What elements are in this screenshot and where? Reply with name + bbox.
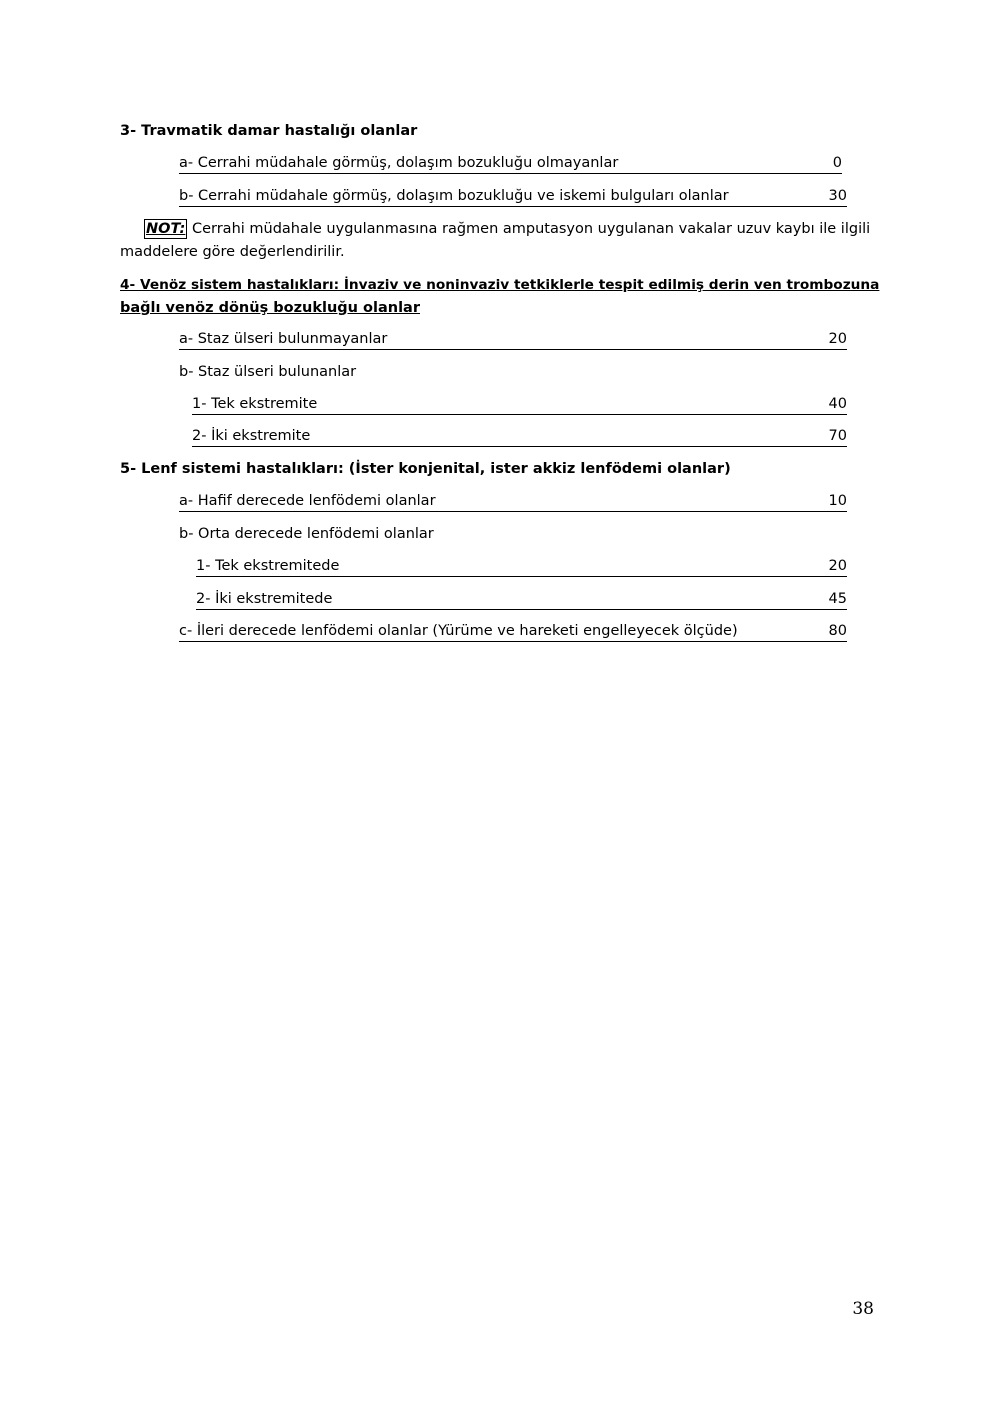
item-value: 20 <box>828 331 847 347</box>
section-4-heading-line2: bağlı venöz dönüş bozukluğu olanlar <box>120 300 420 316</box>
note-label: NOT: <box>146 221 186 237</box>
section-5-item-a <box>179 491 847 512</box>
item-label: 2- İki ekstremitede <box>196 591 333 607</box>
page-number: 38 <box>852 1299 874 1319</box>
section-4-item-a <box>179 329 847 350</box>
section-4-subitem-2 <box>192 426 847 447</box>
item-label: a- Cerrahi müdahale görmüş, dolaşım bozukluğu olmayanlar <box>179 155 619 171</box>
section-5-heading: 5- Lenf sistemi hastalıkları: (İster konjenital, ister akkiz lenfödemi olanlar) <box>120 461 731 477</box>
note-text-line1: Cerrahi müdahale uygulanmasına rağmen amputasyon uygulanan vakalar uzuv kaybı ile ilgili <box>187 221 871 237</box>
section-5-item-b: b- Orta derecede lenfödemi olanlar <box>179 526 434 542</box>
section-3-item-a <box>179 153 842 174</box>
item-label: 1- Tek ekstremite <box>192 396 318 412</box>
item-label: b- Cerrahi müdahale görmüş, dolaşım bozukluğu ve iskemi bulguları olanlar <box>179 188 729 204</box>
item-value: 80 <box>828 623 847 639</box>
section-5-item-c <box>179 621 847 642</box>
item-label: a- Staz ülseri bulunmayanlar <box>179 331 388 347</box>
note-text-line2: maddelere göre değerlendirilir. <box>120 244 345 260</box>
section-3-heading: 3- Travmatik damar hastalığı olanlar <box>120 123 418 139</box>
item-value: 0 <box>832 155 842 171</box>
item-label: c- İleri derecede lenfödemi olanlar (Yürüme ve hareketi engelleyecek ölçüde) <box>179 623 738 639</box>
item-value: 10 <box>828 493 847 509</box>
item-value: 40 <box>828 396 847 412</box>
section-5-subitem-2 <box>196 589 847 610</box>
item-value: 20 <box>828 558 847 574</box>
section-4-heading <box>120 274 880 320</box>
section-4-subitem-1 <box>192 394 847 415</box>
section-3-item-b <box>179 186 847 207</box>
item-label: 2- İki ekstremite <box>192 428 311 444</box>
section-5-subitem-1 <box>196 556 847 577</box>
item-value: 30 <box>828 188 847 204</box>
item-label: a- Hafif derecede lenfödemi olanlar <box>179 493 436 509</box>
section-4-item-b: b- Staz ülseri bulunanlar <box>179 364 357 380</box>
item-value: 45 <box>828 591 847 607</box>
item-label: 1- Tek ekstremitede <box>196 558 340 574</box>
section-3-note <box>120 218 880 264</box>
item-value: 70 <box>828 428 847 444</box>
section-4-heading-line1: 4- Venöz sistem hastalıkları: İnvaziv ve noninvaziv tetkiklerle tespit edilmiş derin ven trombozuna <box>120 277 880 293</box>
